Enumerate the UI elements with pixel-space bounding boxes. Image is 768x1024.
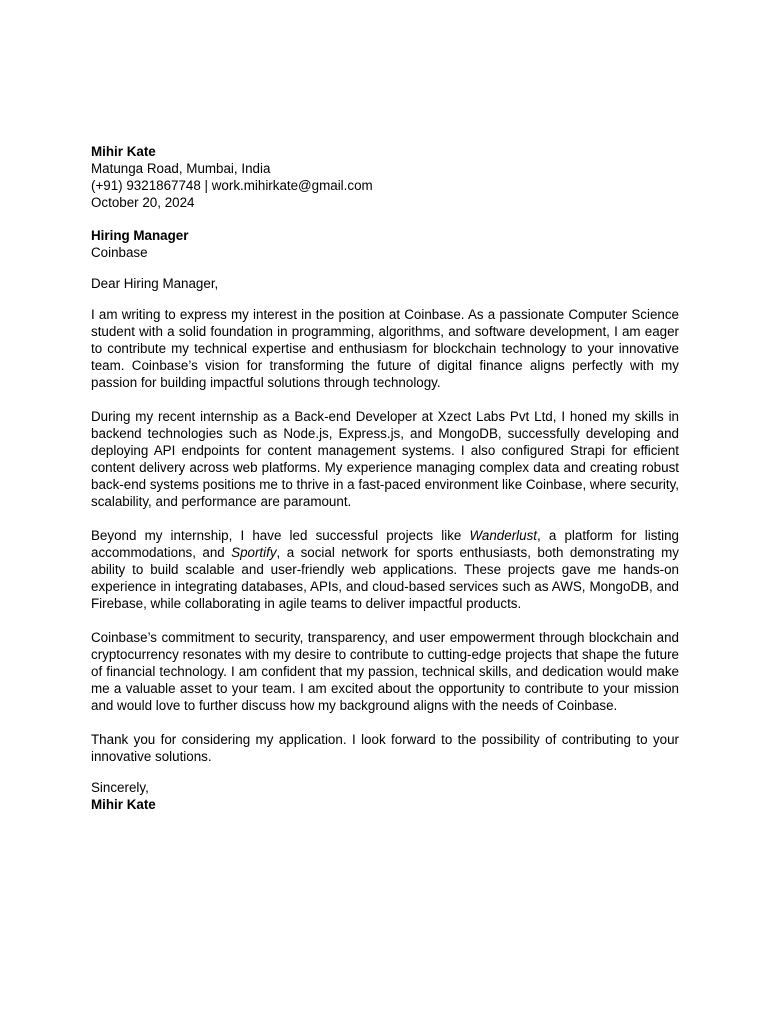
sender-contact: (+91) 9321867748 | work.mihirkate@gmail.com xyxy=(91,178,373,193)
projects-text-1: Beyond my internship, I have led successful projects like xyxy=(91,528,470,543)
paragraph-projects xyxy=(91,527,679,612)
projects-text-2: , a platform for listing accommodations, and xyxy=(91,528,679,560)
projects-text-3: , a social network for sports enthusiasts, both demonstrating my ability to build scalable and user-friendly web applications. These projects gave me hands-on experience in integrating databases, APIs, and cloud-based services such as AWS, MongoDB, and Firebase, while collaborating in agile teams to deliver impactful products. xyxy=(91,545,679,611)
paragraph-motivation: Coinbase’s commitment to security, transparency, and user empowerment through blockchain and cryptocurrency resonates with my desire to contribute to cutting-edge projects that shape the future of financial technology. I am confident that my passion, technical skills, and dedication would make me a valuable asset to your team. I am excited about the opportunity to contribute to your mission and would love to further discuss how my background aligns with the needs of Coinbase. xyxy=(91,630,679,713)
paragraph-thanks: Thank you for considering my application. I look forward to the possibility of contributing to your innovative solutions. xyxy=(91,732,679,764)
sender-name: Mihir Kate xyxy=(91,144,156,159)
recipient-block xyxy=(91,227,679,261)
paragraph-intro: I am writing to express my interest in the position at Coinbase. As a passionate Computer Science student with a solid foundation in programming, algorithms, and software development, I am eager to contribute my technical expertise and enthusiasm for blockchain technology to your innovative team. Coinbase’s vision for transforming the future of digital finance aligns perfectly with my passion for building impactful solutions through technology. xyxy=(91,307,679,390)
recipient-company: Coinbase xyxy=(91,245,148,260)
closing-block xyxy=(91,779,679,813)
signature-name: Mihir Kate xyxy=(91,797,156,812)
sender-block xyxy=(91,143,679,211)
greeting: Dear Hiring Manager, xyxy=(91,276,219,291)
cover-letter xyxy=(91,143,679,813)
recipient-title: Hiring Manager xyxy=(91,228,189,243)
sender-address: Matunga Road, Mumbai, India xyxy=(91,161,271,176)
paragraph-internship: During my recent internship as a Back-end Developer at Xzect Labs Pvt Ltd, I honed my skills in backend technologies such as Node.js, Express.js, and MongoDB, successfully developing and deploying API endpoints for content management systems. I also configured Strapi for efficient content delivery across web platforms. My experience managing complex data and creating robust back-end systems positions me to thrive in a fast-paced environment like Coinbase, where security, scalability, and performance are paramount. xyxy=(91,409,679,509)
project-sportify: Sportify xyxy=(231,545,277,560)
project-wanderlust: Wanderlust xyxy=(469,528,537,543)
letter-date: October 20, 2024 xyxy=(91,195,195,210)
closing-salutation: Sincerely, xyxy=(91,780,149,795)
